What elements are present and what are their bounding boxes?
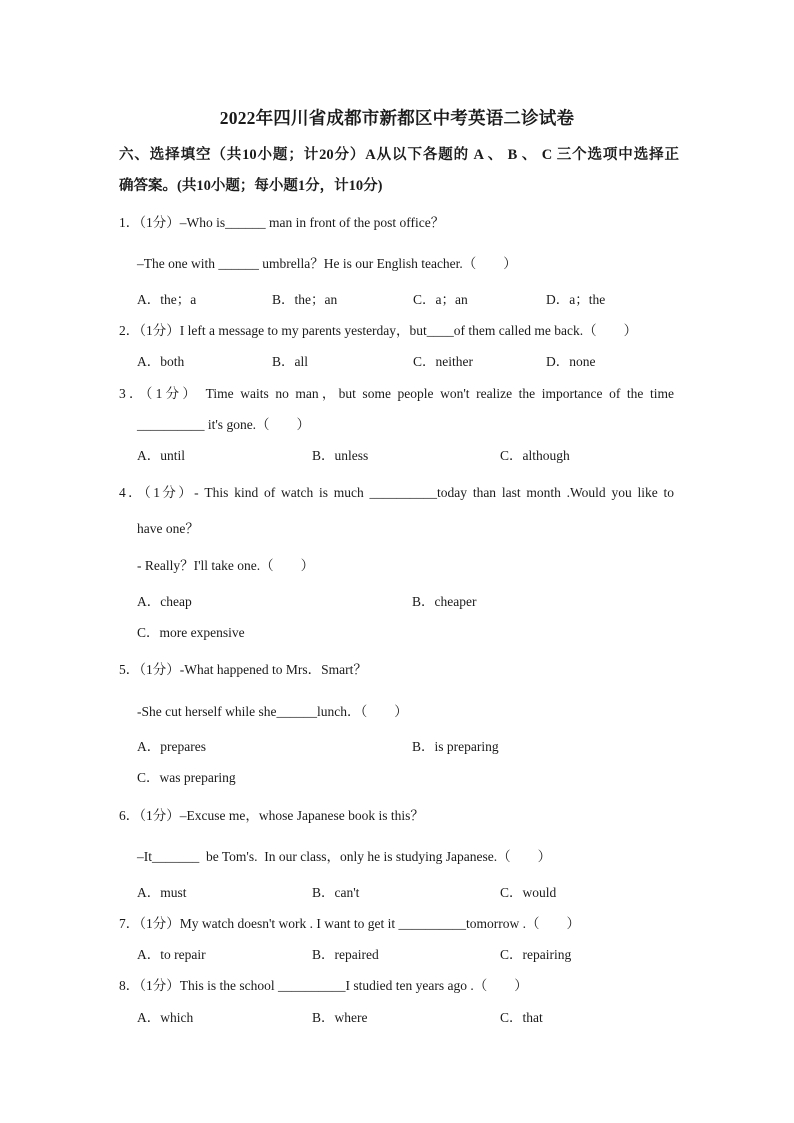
question-5-option-c: C．was preparing <box>137 770 236 785</box>
question-1-stem: 1．（1分）‒Who is______ man in front of the post office？ <box>119 215 445 230</box>
question-2-option-a: A．both <box>137 354 185 369</box>
question-2-stem: 2．（1分）I left a message to my parents yesterday，but____of them called me back.（ ） <box>119 323 638 338</box>
question-4-stem: 4．（1分）- This kind of watch is much __________today than last month .Would you like to <box>119 485 674 500</box>
question-7-stem: 7．（1分）My watch doesn't work . I want to get it __________tomorrow .（ ） <box>119 916 581 931</box>
question-1-option-d: D．a；the <box>546 292 606 307</box>
question-7-option-a: A．to repair <box>137 947 206 962</box>
question-3-option-a: A．until <box>137 448 186 463</box>
question-4-stem-line-2: have one？ <box>137 521 199 536</box>
question-7-option-c: C．repairing <box>500 947 572 962</box>
page-title: 2022年四川省成都市新都区中考英语二诊试卷 <box>219 108 575 128</box>
question-2-option-b: B．all <box>272 354 308 369</box>
question-3-option-b: B．unless <box>312 448 369 463</box>
question-5-stem-line-2: -She cut herself while she______lunch．（ ） <box>137 704 408 719</box>
question-2-option-d: D．none <box>546 354 596 369</box>
section-heading <box>119 140 679 202</box>
question-3-option-c: C．although <box>500 448 570 463</box>
question-4-dialogue: - Really？I'll take one.（ ） <box>137 558 315 573</box>
question-8-option-b: B．where <box>312 1010 368 1025</box>
question-8-option-c: C．that <box>500 1010 543 1025</box>
question-8-stem: 8．（1分）This is the school __________I studied ten years ago .（ ） <box>119 978 528 993</box>
question-5-stem: 5．（1分）-What happened to Mrs．Smart？ <box>119 662 367 677</box>
question-5-option-a: A．prepares <box>137 739 206 754</box>
section-heading-line-1: 六、选择填空（共10小题；计20分）A从以下各题的 A 、 B 、 C 三个选项中选择正 <box>119 147 679 163</box>
question-3-stem: 3．（1分） Time waits no man，but some people won't realize the importance of the time <box>119 386 674 401</box>
question-6-option-a: A．must <box>137 885 187 900</box>
question-2-option-c: C．neither <box>413 354 473 369</box>
question-5-option-b: B．is preparing <box>412 739 499 754</box>
question-6-stem: 6．（1分）‒Excuse me，whose Japanese book is this？ <box>119 808 424 823</box>
section-heading-line-2: 确答案。(共10小题；每小题1分，计10分) <box>119 178 383 194</box>
question-6-stem-line-2: ‒It_______ be Tom's. In our class，only he is studying Japanese.（ ） <box>137 849 552 864</box>
question-1-option-c: C．a；an <box>413 292 468 307</box>
question-8-option-a: A．which <box>137 1010 194 1025</box>
question-1-option-b: B．the；an <box>272 292 338 307</box>
question-3-stem-line-2: __________ it's gone.（ ） <box>137 417 311 432</box>
question-7-option-b: B．repaired <box>312 947 379 962</box>
question-4-option-a: A．cheap <box>137 594 192 609</box>
question-6-option-b: B．can't <box>312 885 360 900</box>
question-4-option-c: C．more expensive <box>137 625 245 640</box>
question-1-option-a: A．the；a <box>137 292 197 307</box>
question-1-stem-line-2: ‒The one with ______ umbrella？He is our English teacher.（ ） <box>137 256 517 271</box>
question-6-option-c: C．would <box>500 885 557 900</box>
question-4-option-b: B．cheaper <box>412 594 477 609</box>
